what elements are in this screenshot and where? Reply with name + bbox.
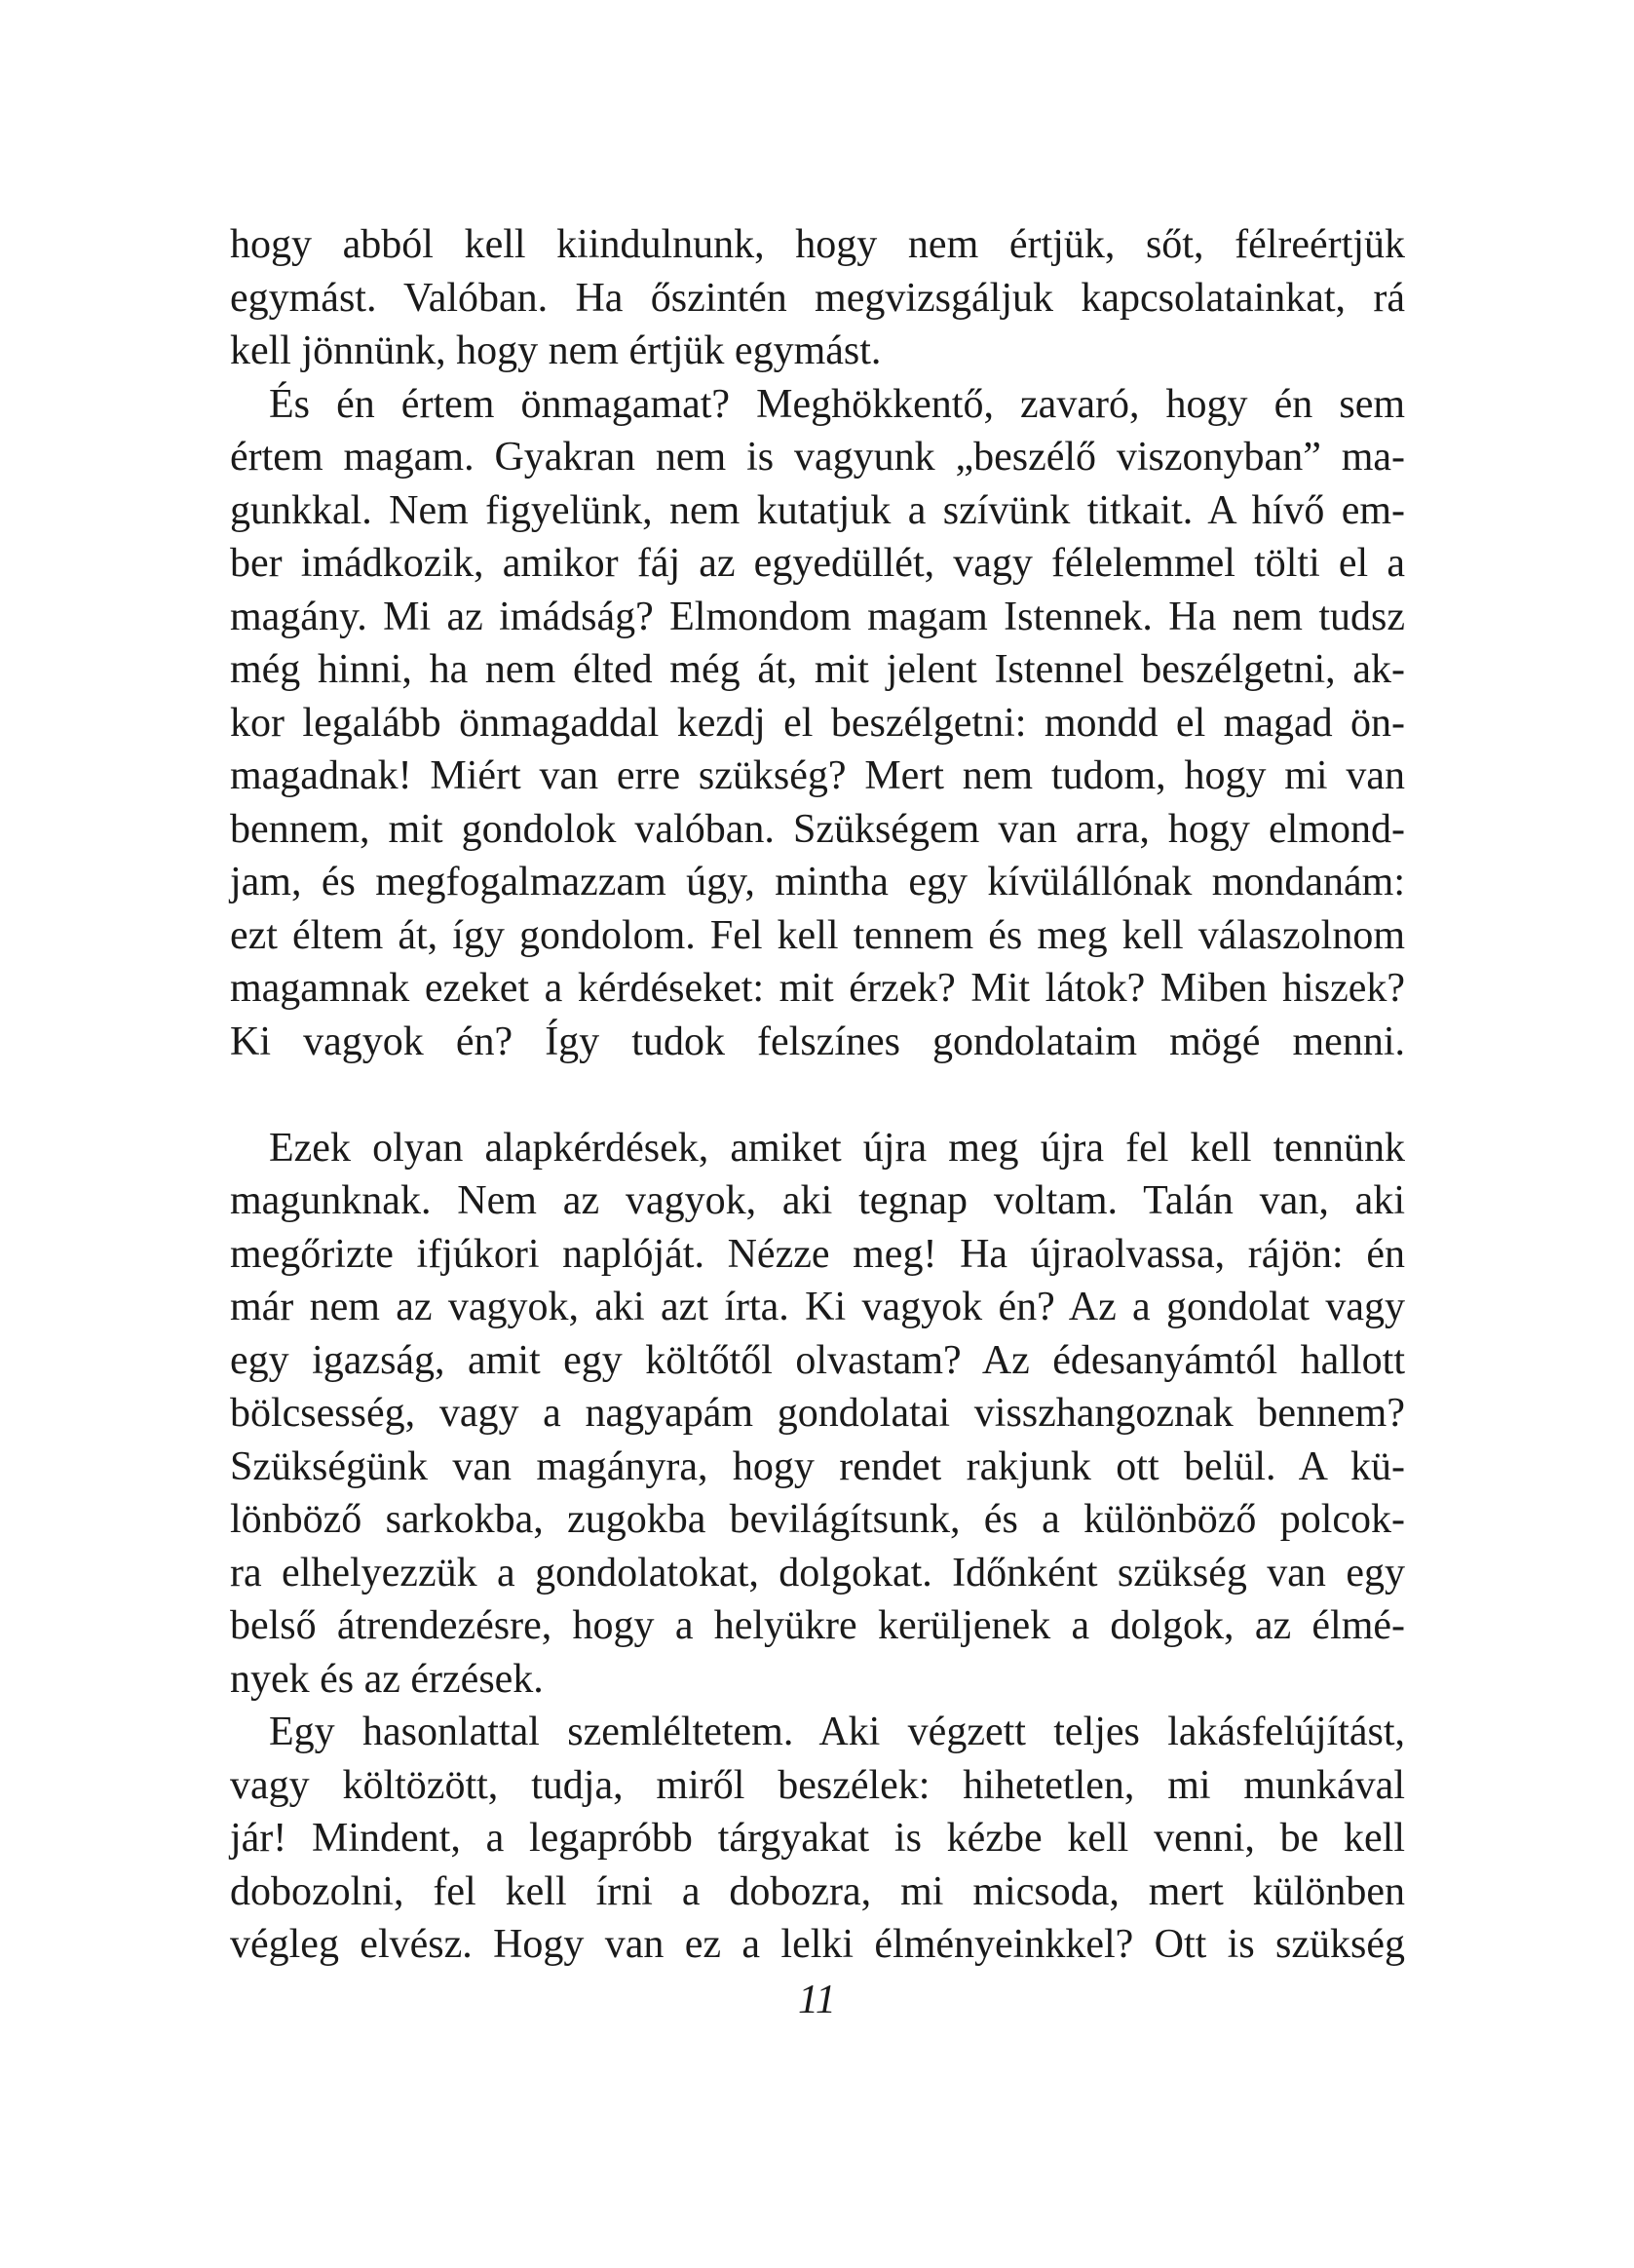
text-line xyxy=(230,1068,1405,1122)
text-line: bölcsesség, vagy a nagyapám gondolatai visszhangoznak bennem? xyxy=(230,1391,1405,1436)
text-line: magunknak. Nem az vagyok, aki tegnap voltam. Talán van, aki xyxy=(230,1178,1405,1223)
text-line: Szükségünk van magányra, hogy rendet rakjunk ott belül. A kü- xyxy=(230,1443,1405,1489)
text-line: egy igazság, amit egy költőtől olvastam? Az édesanyámtól hallott xyxy=(230,1337,1405,1383)
text-line: jam, és megfogalmazzam úgy, mintha egy kívülállónak mondanám: xyxy=(230,860,1405,904)
body-text xyxy=(230,218,1405,1972)
page-number: 11 xyxy=(798,1978,836,2022)
text-line: ra elhelyezzük a gondolatokat, dolgokat. Időnként szükség van egy xyxy=(230,1550,1405,1595)
text-line: ber imádkozik, amikor fáj az egyedüllét, vagy félelemmel tölti el a xyxy=(230,541,1405,586)
text-line: jár! Mindent, a legapróbb tárgyakat is kézbe kell venni, be kell xyxy=(230,1816,1405,1861)
text-line: dobozolni, fel kell írni a dobozra, mi micsoda, mert különben xyxy=(230,1868,1405,1914)
text-line: kor legalább önmagaddal kezdj el beszélgetni: mondd el magad ön- xyxy=(230,700,1405,746)
text-line: Egy hasonlattal szemléltetem. Aki végzett teljes lakásfelújítást, xyxy=(269,1710,1405,1754)
text-line: értem magam. Gyakran nem is vagyunk „beszélő viszonyban” ma- xyxy=(230,435,1405,480)
paragraph-1 xyxy=(230,218,1405,378)
text-line: még hinni, ha nem élted még át, mit jelent Istennel beszélgetni, ak- xyxy=(230,647,1405,692)
text-line: nyek és az érzések. xyxy=(230,1656,544,1702)
text-line: magány. Mi az imádság? Elmondom magam Istennek. Ha nem tudsz xyxy=(230,594,1405,639)
paragraph-2 xyxy=(230,378,1405,1122)
text-line: belső átrendezésre, hogy a helyükre kerüljenek a dolgok, az élmé- xyxy=(230,1603,1405,1648)
text-line: már nem az vagyok, aki azt írta. Ki vagyok én? Az a gondolat vagy xyxy=(230,1285,1405,1329)
text-line: egymást. Valóban. Ha őszintén megvizsgáljuk kapcsolatainkat, rá xyxy=(230,275,1405,321)
text-line: lönböző sarkokba, zugokba bevilágítsunk, és a különböző polcok- xyxy=(230,1497,1405,1542)
text-line: És én értem önmagamat? Meghökkentő, zavaró, hogy én sem xyxy=(269,381,1405,427)
text-line: bennem, mit gondolok valóban. Szükségem van arra, hogy elmond- xyxy=(230,806,1405,852)
paragraph-3 xyxy=(230,1122,1405,1707)
text-line: kell jönnünk, hogy nem értjük egymást. xyxy=(230,328,882,373)
text-line: megőrizte ifjúkori naplóját. Nézze meg! Ha újraolvassa, rájön: én xyxy=(230,1231,1405,1277)
text-line: magadnak! Miért van erre szükség? Mert nem tudom, hogy mi van xyxy=(230,753,1405,798)
text-line: vagy költözött, tudja, miről beszélek: hihetetlen, mi munkával xyxy=(230,1762,1405,1808)
text-line: végleg elvész. Hogy van ez a lelki élményeinkkel? Ott is szükség xyxy=(230,1922,1405,1967)
paragraph-4 xyxy=(230,1706,1405,1972)
text-line: Ezek olyan alapkérdések, amiket újra meg újra fel kell tennünk xyxy=(269,1125,1405,1171)
text-line: magamnak ezeket a kérdéseket: mit érzek? Mit látok? Miben hiszek? xyxy=(230,966,1405,1011)
text-line: hogy abból kell kiindulnunk, hogy nem értjük, sőt, félreértjük xyxy=(230,222,1405,267)
text-line: Ki vagyok én? Így tudok felszínes gondolataim mögé menni. xyxy=(230,1019,1405,1064)
text-line: gunkkal. Nem figyelünk, nem kutatjuk a szívünk titkait. A hívő em- xyxy=(230,487,1405,533)
text-line: ezt éltem át, így gondolom. Fel kell tennem és meg kell válaszolnom xyxy=(230,912,1405,958)
